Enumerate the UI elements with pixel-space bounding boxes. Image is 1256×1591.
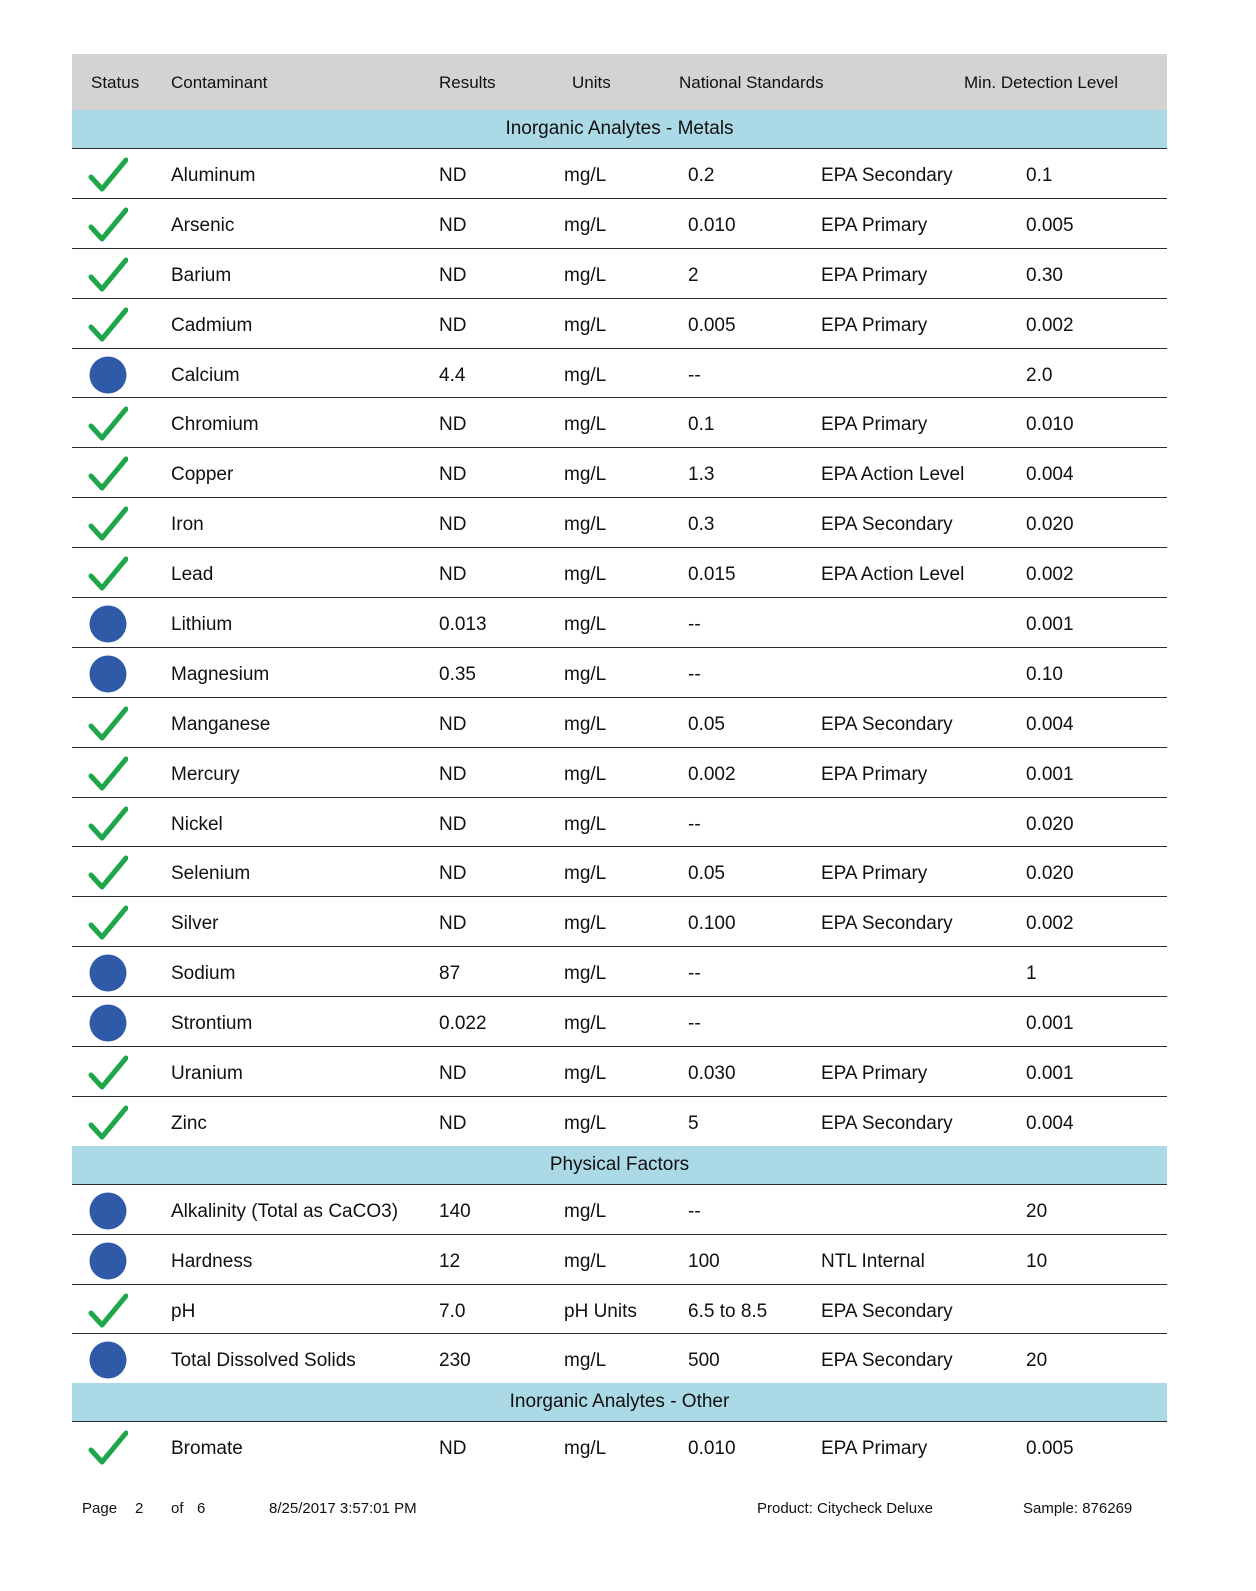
contaminant-cell: Nickel — [171, 813, 223, 835]
table-header — [72, 54, 1167, 110]
footer-timestamp: 8/25/2017 3:57:01 PM — [269, 1500, 417, 1517]
table-row — [72, 1422, 1167, 1471]
standard-cell: -- — [688, 813, 701, 835]
contaminant-cell: Bromate — [171, 1438, 243, 1460]
unit-cell: mg/L — [564, 763, 607, 785]
contaminant-cell: Calcium — [171, 364, 240, 386]
authority-cell: EPA Primary — [821, 1438, 928, 1460]
mdl-cell: 0.020 — [1026, 514, 1074, 536]
table-row — [72, 1334, 1167, 1383]
contaminant-cell: Manganese — [171, 713, 271, 735]
unit-cell: pH Units — [564, 1300, 637, 1322]
result-cell: ND — [439, 414, 467, 436]
unit-cell: mg/L — [564, 813, 607, 835]
standard-cell: 0.010 — [688, 1438, 736, 1460]
standard-cell: 2 — [688, 264, 699, 286]
contaminant-cell: Chromium — [171, 414, 259, 436]
checkmark-icon — [88, 504, 128, 544]
unit-cell: mg/L — [564, 663, 607, 685]
table-row — [72, 1235, 1167, 1285]
result-cell: 140 — [439, 1200, 471, 1222]
checkmark-icon — [88, 205, 128, 245]
unit-cell: mg/L — [564, 1063, 607, 1085]
mdl-cell: 0.004 — [1026, 713, 1074, 735]
mdl-cell: 0.002 — [1026, 913, 1074, 935]
standard-cell: 1.3 — [688, 464, 715, 486]
result-cell: 12 — [439, 1250, 461, 1272]
mdl-cell: 0.020 — [1026, 863, 1074, 885]
contaminant-cell: Uranium — [171, 1063, 243, 1085]
result-cell: ND — [439, 264, 467, 286]
mdl-cell: 0.001 — [1026, 1013, 1074, 1035]
contaminant-cell: Magnesium — [171, 663, 270, 685]
contaminant-cell: Hardness — [171, 1250, 253, 1272]
unit-cell: mg/L — [564, 364, 607, 386]
footer-product: Product: Citycheck Deluxe — [757, 1500, 933, 1517]
header-status: Status — [91, 73, 140, 92]
mdl-cell: 0.001 — [1026, 1063, 1074, 1085]
blue-dot-icon — [88, 355, 128, 395]
authority-cell: EPA Secondary — [821, 713, 953, 735]
table-row — [72, 1097, 1167, 1146]
header-min-detection-level: Min. Detection Level — [964, 73, 1119, 92]
header-units: Units — [572, 73, 611, 92]
contaminant-cell: Aluminum — [171, 165, 256, 186]
result-cell: ND — [439, 314, 467, 336]
authority-cell: EPA Primary — [821, 763, 928, 785]
standard-cell: 0.100 — [688, 913, 736, 935]
contaminant-cell: Selenium — [171, 863, 251, 885]
unit-cell: mg/L — [564, 314, 607, 336]
result-cell: ND — [439, 514, 467, 536]
mdl-cell: 0.002 — [1026, 564, 1074, 586]
mdl-cell: 10 — [1026, 1250, 1048, 1272]
footer-page-total: 6 — [197, 1500, 206, 1517]
authority-cell: EPA Secondary — [821, 165, 953, 186]
standard-cell: -- — [688, 364, 701, 386]
checkmark-icon — [88, 1053, 128, 1093]
checkmark-icon — [88, 704, 128, 744]
unit-cell: mg/L — [564, 1112, 607, 1134]
result-cell: ND — [439, 763, 467, 785]
contaminant-cell: Sodium — [171, 963, 236, 985]
mdl-cell: 0.004 — [1026, 464, 1074, 486]
blue-dot-icon — [88, 604, 128, 644]
unit-cell: mg/L — [564, 214, 607, 236]
standard-cell: 0.010 — [688, 214, 736, 236]
table-row — [72, 598, 1167, 648]
blue-dot-icon — [88, 1191, 128, 1231]
authority-cell: EPA Secondary — [821, 514, 953, 536]
result-cell: ND — [439, 464, 467, 486]
result-cell: ND — [439, 564, 467, 586]
contaminant-cell: Alkalinity (Total as CaCO3) — [171, 1200, 399, 1222]
standard-cell: -- — [688, 1013, 701, 1035]
authority-cell: EPA Primary — [821, 264, 928, 286]
result-cell: ND — [439, 813, 467, 835]
table-row — [72, 897, 1167, 947]
table-row — [72, 249, 1167, 299]
table-row — [72, 398, 1167, 448]
contaminant-cell: Lithium — [171, 614, 233, 636]
unit-cell: mg/L — [564, 165, 607, 186]
standard-cell: 100 — [688, 1250, 720, 1272]
unit-cell: mg/L — [564, 464, 607, 486]
standard-cell: 0.1 — [688, 414, 715, 436]
standard-cell: 0.005 — [688, 314, 736, 336]
contaminant-cell: Mercury — [171, 763, 240, 785]
checkmark-icon — [88, 853, 128, 893]
contaminant-cell: Copper — [171, 464, 234, 486]
blue-dot-icon — [88, 1340, 128, 1380]
result-cell: ND — [439, 713, 467, 735]
table-row — [72, 798, 1167, 848]
standard-cell: 0.030 — [688, 1063, 736, 1085]
unit-cell: mg/L — [564, 514, 607, 536]
unit-cell: mg/L — [564, 1013, 607, 1035]
standard-cell: -- — [688, 614, 701, 636]
standard-cell: -- — [688, 663, 701, 685]
table-row — [72, 199, 1167, 249]
header-contaminant: Contaminant — [171, 73, 268, 92]
table-row — [72, 1185, 1167, 1235]
result-cell: 4.4 — [439, 364, 466, 386]
authority-cell: EPA Secondary — [821, 1112, 953, 1134]
section-header: Inorganic Analytes - Metals — [72, 110, 1167, 149]
authority-cell: EPA Secondary — [821, 1350, 953, 1372]
footer-page-label: Page — [82, 1500, 118, 1517]
mdl-cell: 20 — [1026, 1350, 1048, 1372]
mdl-cell: 0.005 — [1026, 214, 1074, 236]
contaminant-cell: Zinc — [171, 1112, 207, 1134]
authority-cell: EPA Secondary — [821, 1300, 953, 1322]
unit-cell: mg/L — [564, 863, 607, 885]
section-header: Physical Factors — [72, 1146, 1167, 1185]
authority-cell: EPA Secondary — [821, 913, 953, 935]
result-cell: ND — [439, 1063, 467, 1085]
standard-cell: 0.002 — [688, 763, 736, 785]
mdl-cell: 0.001 — [1026, 614, 1074, 636]
result-cell: ND — [439, 1438, 467, 1460]
standard-cell: 6.5 to 8.5 — [688, 1300, 768, 1322]
table-row — [72, 997, 1167, 1047]
mdl-cell: 0.004 — [1026, 1112, 1074, 1134]
standard-cell: 0.2 — [688, 165, 715, 186]
water-report-table — [72, 54, 1167, 1471]
standard-cell: 500 — [688, 1350, 720, 1372]
authority-cell: EPA Primary — [821, 214, 928, 236]
contaminant-cell: Strontium — [171, 1013, 253, 1035]
contaminant-cell: Lead — [171, 564, 214, 586]
header-results: Results — [439, 73, 496, 92]
result-cell: 7.0 — [439, 1300, 466, 1322]
checkmark-icon — [88, 155, 128, 195]
standard-cell: 0.015 — [688, 564, 736, 586]
authority-cell: EPA Action Level — [821, 464, 965, 486]
unit-cell: mg/L — [564, 614, 607, 636]
mdl-cell: 0.10 — [1026, 663, 1063, 685]
footer-sample: Sample: 876269 — [1023, 1500, 1133, 1517]
result-cell: 230 — [439, 1350, 471, 1372]
authority-cell: EPA Primary — [821, 414, 928, 436]
mdl-cell: 0.1 — [1026, 165, 1053, 186]
standard-cell: 0.05 — [688, 713, 725, 735]
table-row — [72, 349, 1167, 399]
result-cell: 0.022 — [439, 1013, 487, 1035]
mdl-cell: 20 — [1026, 1200, 1048, 1222]
checkmark-icon — [88, 454, 128, 494]
table-row — [72, 947, 1167, 997]
table-row — [72, 1047, 1167, 1097]
unit-cell: mg/L — [564, 713, 607, 735]
checkmark-icon — [88, 903, 128, 943]
table-row — [72, 698, 1167, 748]
checkmark-icon — [88, 804, 128, 844]
mdl-cell: 0.005 — [1026, 1438, 1074, 1460]
mdl-cell: 0.010 — [1026, 414, 1074, 436]
mdl-cell: 0.020 — [1026, 813, 1074, 835]
blue-dot-icon — [88, 654, 128, 694]
blue-dot-icon — [88, 1241, 128, 1281]
table-row — [72, 448, 1167, 498]
result-cell: ND — [439, 165, 467, 186]
table-row — [72, 299, 1167, 349]
unit-cell: mg/L — [564, 913, 607, 935]
table-row — [72, 748, 1167, 798]
result-cell: 87 — [439, 963, 461, 985]
standard-cell: 0.3 — [688, 514, 715, 536]
result-cell: ND — [439, 913, 467, 935]
checkmark-icon — [88, 1291, 128, 1331]
unit-cell: mg/L — [564, 1200, 607, 1222]
header-national-standards: National Standards — [679, 73, 824, 92]
mdl-cell: 0.001 — [1026, 763, 1074, 785]
standard-cell: 5 — [688, 1112, 699, 1134]
contaminant-cell: Barium — [171, 264, 232, 286]
table-body — [72, 110, 1167, 1471]
checkmark-icon — [88, 255, 128, 295]
footer-of-label: of — [171, 1500, 184, 1517]
checkmark-icon — [88, 305, 128, 345]
checkmark-icon — [88, 754, 128, 794]
mdl-cell: 0.002 — [1026, 314, 1074, 336]
authority-cell: EPA Primary — [821, 314, 928, 336]
page-footer — [0, 1500, 1256, 1524]
unit-cell: mg/L — [564, 564, 607, 586]
table-row — [72, 847, 1167, 897]
checkmark-icon — [88, 554, 128, 594]
checkmark-icon — [88, 1103, 128, 1143]
authority-cell: EPA Primary — [821, 1063, 928, 1085]
footer-page-number: 2 — [135, 1500, 144, 1517]
blue-dot-icon — [88, 1003, 128, 1043]
result-cell: 0.013 — [439, 614, 487, 636]
unit-cell: mg/L — [564, 414, 607, 436]
table-row — [72, 149, 1167, 199]
contaminant-cell: pH — [171, 1300, 196, 1322]
table-row — [72, 1285, 1167, 1335]
table-row — [72, 548, 1167, 598]
unit-cell: mg/L — [564, 963, 607, 985]
standard-cell: -- — [688, 1200, 701, 1222]
authority-cell: EPA Action Level — [821, 564, 965, 586]
contaminant-cell: Cadmium — [171, 314, 253, 336]
mdl-cell: 0.30 — [1026, 264, 1063, 286]
standard-cell: -- — [688, 963, 701, 985]
standard-cell: 0.05 — [688, 863, 725, 885]
unit-cell: mg/L — [564, 1438, 607, 1460]
checkmark-icon — [88, 404, 128, 444]
contaminant-cell: Arsenic — [171, 214, 235, 236]
table-row — [72, 498, 1167, 548]
authority-cell: NTL Internal — [821, 1250, 925, 1272]
unit-cell: mg/L — [564, 1350, 607, 1372]
unit-cell: mg/L — [564, 264, 607, 286]
result-cell: ND — [439, 1112, 467, 1134]
mdl-cell: 2.0 — [1026, 364, 1053, 386]
mdl-cell: 1 — [1026, 963, 1037, 985]
section-header: Inorganic Analytes - Other — [72, 1383, 1167, 1422]
unit-cell: mg/L — [564, 1250, 607, 1272]
contaminant-cell: Iron — [171, 514, 204, 536]
authority-cell: EPA Primary — [821, 863, 928, 885]
result-cell: ND — [439, 863, 467, 885]
contaminant-cell: Silver — [171, 913, 219, 935]
contaminant-cell: Total Dissolved Solids — [171, 1350, 356, 1372]
checkmark-icon — [88, 1428, 128, 1468]
result-cell: 0.35 — [439, 663, 476, 685]
blue-dot-icon — [88, 953, 128, 993]
result-cell: ND — [439, 214, 467, 236]
table-row — [72, 648, 1167, 698]
